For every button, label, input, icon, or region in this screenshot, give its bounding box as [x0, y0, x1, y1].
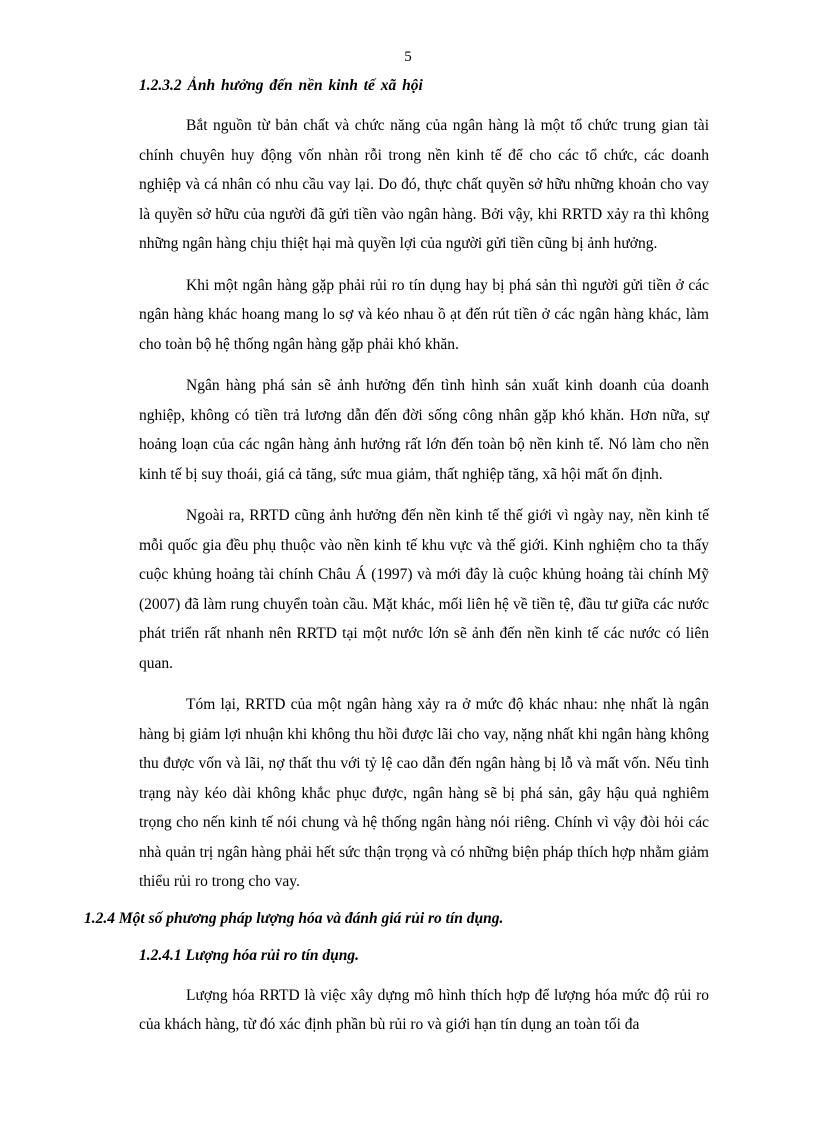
page-number: 5	[404, 49, 412, 65]
page-content	[84, 76, 709, 1052]
paragraph: Ngân hàng phá sản sẽ ảnh hưởng đến tình hình sản xuất kinh doanh của doanh nghiệp, không có tiền trả lương dẫn đến đời sống công nhân gặp khó khăn. Hơn nữa, sự hoảng loạn của các ngân hàng ảnh hưởng rất lớn đến toàn bộ nền kinh tế. Nó làm cho nền kinh tế bị suy thoái, giá cả tăng, sức mua giảm, thất nghiệp tăng, xã hội mất ổn định.	[139, 377, 709, 483]
section-heading-1-2-4-1: 1.2.4.1 Lượng hóa rủi ro tín dụng.	[139, 946, 360, 964]
paragraph: Lượng hóa RRTD là việc xây dựng mô hình thích hợp để lượng hóa mức độ rủi ro của khách hàng, từ đó xác định phần bù rủi ro và giới hạn tín dụng an toàn tối đa	[139, 986, 709, 1033]
section-heading-1-2-4: 1.2.4 Một số phương pháp lượng hóa và đánh giá rủi ro tín dụng.	[84, 909, 504, 927]
paragraph: Khi một ngân hàng gặp phải rủi ro tín dụng hay bị phá sản thì người gửi tiền ở các ngân hàng khác hoang mang lo sợ và kéo nhau ồ ạt đến rút tiền ở các ngân hàng khác, làm cho toàn bộ hệ thống ngân hàng gặp phải khó khăn.	[139, 276, 709, 353]
paragraph: Ngoài ra, RRTD cũng ảnh hưởng đến nền kinh tế thế giới vì ngày nay, nền kinh tế mỗi quốc gia đều phụ thuộc vào nền kinh tế khu vực và thế giới. Kinh nghiệm cho ta thấy cuộc khủng hoảng tài chính Châu Á (1997) và mới đây là cuộc khủng hoảng tài chính Mỹ (2007) đã làm rung chuyển toàn cầu. Mặt khác, mối liên hệ về tiền tệ, đầu tư giữa các nước phát triển rất nhanh nên RRTD tại một nước lớn sẽ ảnh đến nền kinh tế các nước có liên quan.	[139, 507, 709, 672]
paragraph: Tóm lại, RRTD của một ngân hàng xảy ra ở mức độ khác nhau: nhẹ nhất là ngân hàng bị giảm lợi nhuận khi không thu hồi được lãi cho vay, nặng nhất khi ngân hàng không thu được vốn và lãi, nợ thất thu với tỷ lệ cao dẫn đến ngân hàng bị lỗ và mất vốn. Nếu tình trạng này kéo dài không khắc phục được, ngân hàng sẽ bị phá sản, gây hậu quả nghiêm trọng cho nến kinh tế nói chung và hệ thống ngân hàng nói riêng. Chính vì vậy đòi hỏi các nhà quản trị ngân hàng phải hết sức thận trọng và có những biện pháp thích hợp nhằm giảm thiểu rủi ro trong cho vay.	[139, 696, 709, 890]
section-heading-1-2-3-2: 1.2.3.2 Ảnh hưởng đến nền kinh tế xã hội	[139, 77, 423, 94]
paragraph: Bắt nguồn từ bản chất và chức năng của ngân hàng là một tổ chức trung gian tài chính chuyên huy động vốn nhàn rỗi trong nền kinh tế để cho các tổ chức, các doanh nghiệp và cá nhân có nhu cầu vay lại. Do đó, thực chất quyền sở hữu những khoản cho vay là quyền sở hữu của người đã gửi tiền vào ngân hàng. Bởi vậy, khi RRTD xảy ra thì không những ngân hàng chịu thiệt hại mà quyền lợi của người gửi tiền cũng bị ảnh hưởng.	[139, 117, 709, 252]
